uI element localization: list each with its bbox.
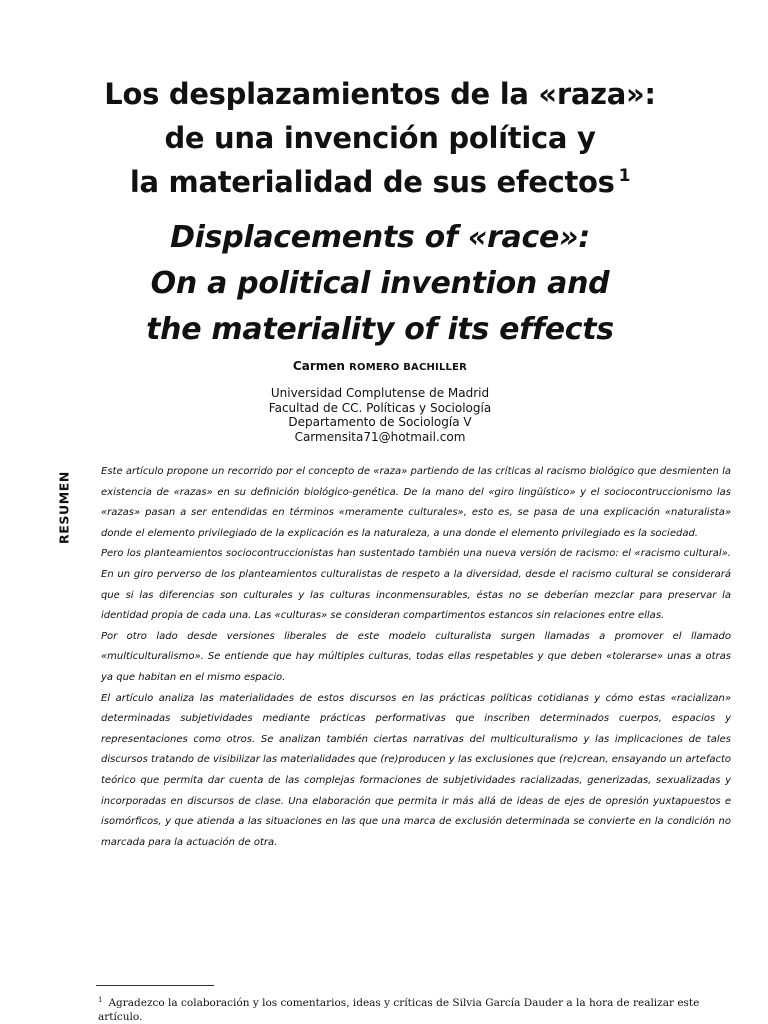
- title-spanish-line-1: Los desplazamientos de la «raza»:: [104, 77, 656, 111]
- abstract-paragraph-4: El artículo analiza las materialidades de estos discursos en las prácticas políticas cotidianas y cómo estas «racializan» determinadas subjetividades mediante prácticas performativas que inscriben determinados cuerpos, espacios y representaciones como otros. Se analizan también ciertas narrativas del multiculturalismo y las implicaciones de tales discursos tratando de visibilizar las materialidades que (re)producen y las exclusiones que (re)crean, ensayando un artefacto teórico que permita dar cuenta de las complejas formaciones de subjetividades racializadas, generizadas, sexualizadas y incorporadas en discursos de clase. Una elaboración que permita ir más allá de ideas de ejes de opresión yuxtapuestos e isomórficos, y que atienda a las situaciones en las que una marca de exclusión determinada se convierte en la condición no marcada para la actuación de otra.: [101, 692, 731, 848]
- section-label: [50, 468, 78, 548]
- title-english: [80, 215, 680, 353]
- section-label-text: RESUMEN: [56, 471, 72, 544]
- title-english-line-1: Displacements of «race»:: [170, 220, 590, 255]
- title-english-line-2: On a political invention and: [150, 266, 610, 301]
- title-spanish-line-2: de una invención política y: [164, 121, 596, 155]
- title-spanish: [80, 72, 680, 204]
- abstract-body: [101, 462, 731, 853]
- author-email[interactable]: Carmensita71@hotmail.com: [294, 429, 466, 444]
- title-spanish-line-3-text: la materialidad de sus efectos: [129, 165, 615, 199]
- title-english-line-3: the materiality of its effects: [146, 312, 614, 347]
- abstract-paragraph-3: Por otro lado desde versiones liberales de este modelo culturalista surgen llamadas a promover el llamado «multiculturalismo». Se entiende que hay múltiples culturas, todas ellas respetables y que deben «tolerarse» unas a otras ya que habitan en el mismo espacio.: [101, 630, 731, 683]
- author-first-name: Carmen: [292, 359, 345, 373]
- author-name: [200, 358, 560, 376]
- author-affiliation: [200, 386, 560, 444]
- author-last-name: ROMERO BACHILLER: [349, 362, 468, 373]
- footnote-marker: 1: [98, 996, 103, 1004]
- title-spanish-line-3: [80, 160, 680, 204]
- footnote: [98, 996, 718, 1024]
- affiliation-university: Universidad Complutense de Madrid: [270, 386, 490, 400]
- affiliation-department: Departamento de Sociología V: [288, 415, 472, 429]
- abstract-paragraph-2: Pero los planteamientos sociocontruccionistas han sustentado también una nueva versión de racismo: el «racismo cultural». En un giro perverso de los planteamientos culturalistas de respeto a la diversidad, desde el racismo cultural se considerará que si las diferencias son culturales y las culturas inconmensurables, éstas no se deberían mezclar para preservar la identidad propia de cada una. Las «culturas» se consideran compartimentos estancos sin relaciones entre ellas.: [101, 548, 731, 622]
- footnote-divider: [96, 985, 214, 986]
- footnote-text: Agradezco la colaboración y los comentarios, ideas y críticas de Silvia García Dauder a la hora de realizar este artículo.: [98, 997, 700, 1023]
- title-footnote-marker[interactable]: 1: [618, 166, 631, 186]
- abstract-paragraph-1: Este artículo propone un recorrido por el concepto de «raza» partiendo de las críticas al racismo biológico que desmienten la existencia de «razas» en su definición biológico-genética. De la mano del «giro lingüístico» y el sociocontruccionismo las «razas» pasan a ser entendidas en términos «meramente culturales», esto es, se pasa de una explicación «naturalista» donde el elemento privilegiado de la explicación es la naturaleza, a una donde el elemento privilegiado es la sociedad.: [101, 466, 731, 539]
- affiliation-faculty: Facultad de CC. Políticas y Sociología: [268, 400, 492, 415]
